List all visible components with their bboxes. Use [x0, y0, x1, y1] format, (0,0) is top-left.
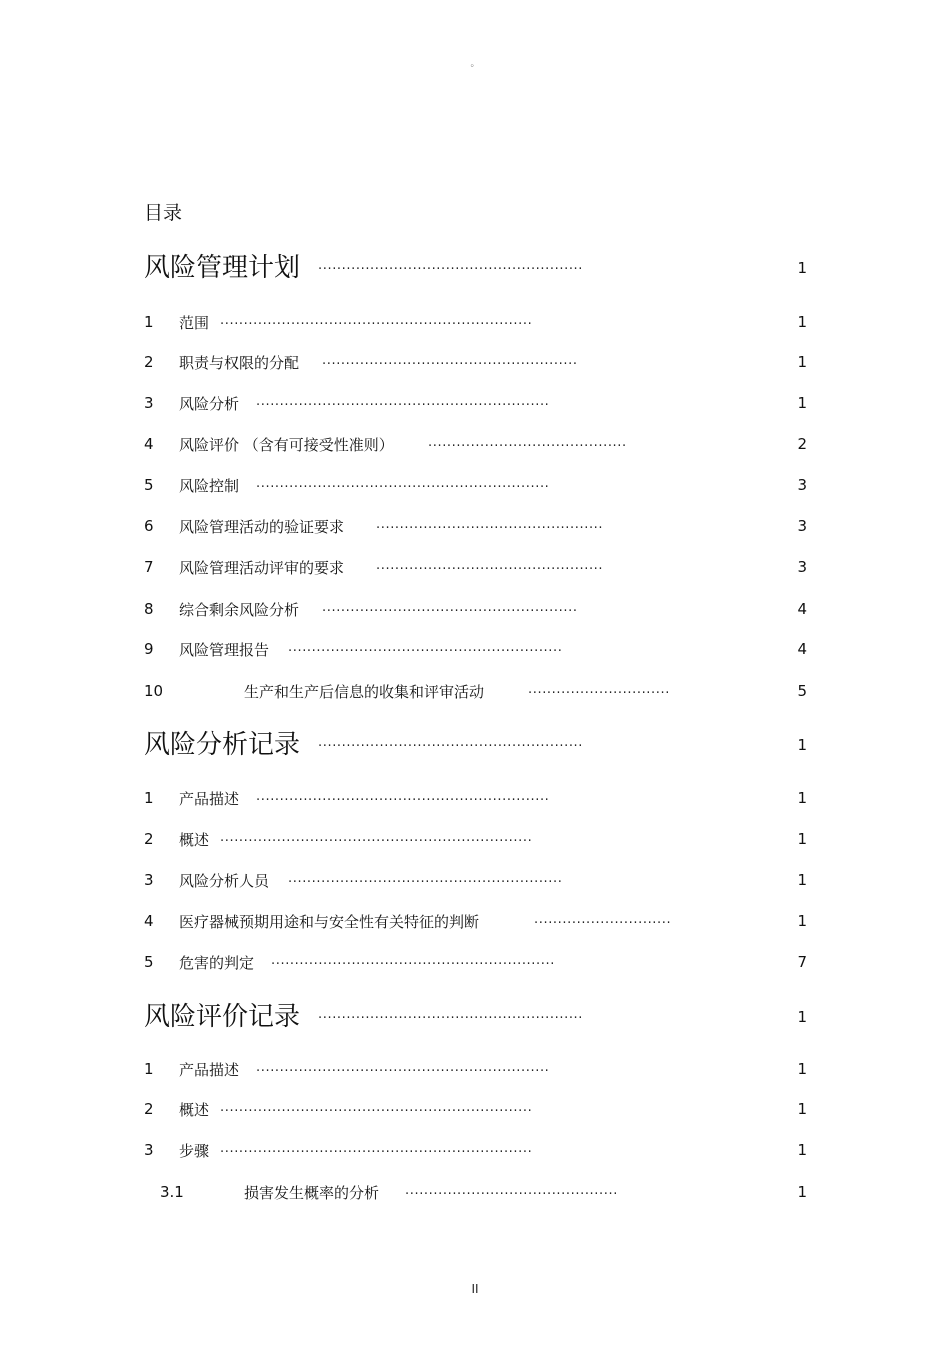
- toc-page-number: 1: [797, 259, 807, 277]
- page-footer-number: II: [471, 1282, 479, 1296]
- toc-leader-dots: ..............................................................: [256, 476, 550, 491]
- toc-entry[interactable]: [144, 865, 807, 893]
- toc-leader-dots: ..................................................................: [220, 830, 533, 845]
- toc-entry[interactable]: [144, 511, 807, 539]
- toc-entry[interactable]: [144, 906, 807, 934]
- toc-page-number: 1: [797, 736, 807, 754]
- toc-page-number: 1: [797, 830, 807, 848]
- toc-page-number: 1: [797, 313, 807, 331]
- toc-entry-label: 综合剩余风险分析: [179, 601, 300, 619]
- toc-leader-dots: ......................................................: [322, 600, 578, 615]
- toc-page-number: 1: [797, 1060, 807, 1078]
- toc-page-number: 3: [797, 517, 807, 535]
- toc-entry-label: 风险评价记录: [144, 1002, 301, 1032]
- toc-entry-label: 概述: [179, 1101, 210, 1119]
- toc-entry-number: 8: [144, 600, 154, 618]
- toc-entry-label: 职责与权限的分配: [179, 354, 300, 372]
- toc-leader-dots: ..................................................................: [220, 1141, 533, 1156]
- toc-leader-dots: ................................................: [376, 517, 604, 532]
- toc-entry-label: 产品描述: [179, 790, 240, 808]
- toc-page-number: 4: [797, 600, 807, 618]
- toc-leader-dots: ........................................................: [318, 735, 584, 750]
- toc-leader-dots: ..............................: [528, 682, 670, 697]
- toc-entry-label: 生产和生产后信息的收集和评审活动: [244, 683, 485, 701]
- toc-entry[interactable]: [144, 1135, 807, 1163]
- toc-entry-number: 5: [144, 953, 154, 971]
- toc-entry-number: 1: [144, 789, 154, 807]
- toc-entry-number: 3.1: [160, 1183, 184, 1201]
- toc-page-number: 1: [797, 871, 807, 889]
- toc-leader-dots: .............................: [534, 912, 672, 927]
- toc-page-number: 1: [797, 912, 807, 930]
- toc-page-number: 2: [797, 435, 807, 453]
- toc-section-heading[interactable]: [144, 730, 807, 758]
- toc-page-number: 7: [797, 953, 807, 971]
- toc-section-heading[interactable]: [144, 1002, 807, 1030]
- toc-entry[interactable]: [144, 783, 807, 811]
- toc-entry-label: 风险评价 （含有可接受性准则）: [179, 436, 394, 454]
- toc-page-number: 1: [797, 789, 807, 807]
- toc-entry-label: 风险管理活动评审的要求: [179, 559, 345, 577]
- toc-entry[interactable]: [144, 824, 807, 852]
- toc-entry-number: 9: [144, 640, 154, 658]
- toc-entry-number: 3: [144, 1141, 154, 1159]
- toc-leader-dots: ..............................................................: [256, 394, 550, 409]
- toc-leader-dots: ..................................................................: [220, 313, 533, 328]
- toc-entry-number: 1: [144, 313, 154, 331]
- toc-entry-number: 2: [144, 830, 154, 848]
- toc-leader-dots: ................................................: [376, 558, 604, 573]
- toc-entry-label: 风险管理活动的验证要求: [179, 518, 345, 536]
- toc-page-number: 1: [797, 353, 807, 371]
- toc-entry-number: 5: [144, 476, 154, 494]
- toc-entry-label: 危害的判定: [179, 954, 255, 972]
- toc-page-number: 3: [797, 476, 807, 494]
- toc-entry-label: 风险分析记录: [144, 730, 301, 760]
- toc-entry-label: 损害发生概率的分析: [244, 1184, 380, 1202]
- toc-leader-dots: ..............................................................: [256, 789, 550, 804]
- toc-leader-dots: ..................................................................: [220, 1100, 533, 1115]
- toc-entry[interactable]: [144, 307, 807, 335]
- toc-entry-number: 2: [144, 1100, 154, 1118]
- toc-entry[interactable]: [144, 594, 807, 622]
- toc-page-number: 1: [797, 1008, 807, 1026]
- toc-entry-number: 1: [144, 1060, 154, 1078]
- toc-entry-number: 7: [144, 558, 154, 576]
- toc-entry-label: 风险分析: [179, 395, 240, 413]
- toc-entry-label: 范围: [179, 314, 210, 332]
- toc-entry[interactable]: [144, 1177, 807, 1205]
- toc-leader-dots: ..........................................: [428, 435, 627, 450]
- toc-page-number: 1: [797, 1183, 807, 1201]
- toc-leader-dots: ........................................................: [318, 258, 584, 273]
- toc-entry[interactable]: [144, 1094, 807, 1122]
- toc-entry-label: 产品描述: [179, 1061, 240, 1079]
- toc-entry[interactable]: [144, 429, 807, 457]
- toc-leader-dots: ..........................................................: [288, 871, 563, 886]
- toc-entry[interactable]: [144, 552, 807, 580]
- toc-page-number: 1: [797, 1100, 807, 1118]
- toc-title: 目录: [144, 202, 183, 224]
- toc-entry-number: 4: [144, 435, 154, 453]
- toc-entry-number: 3: [144, 394, 154, 412]
- toc-entry-label: 医疗器械预期用途和与安全性有关特征的判断: [179, 913, 480, 931]
- toc-entry-label: 风险控制: [179, 477, 240, 495]
- toc-page-number: 5: [797, 682, 807, 700]
- toc-entry[interactable]: [144, 347, 807, 375]
- toc-entry-label: 风险管理计划: [144, 253, 301, 283]
- toc-section-heading[interactable]: [144, 253, 807, 281]
- toc-entry-number: 10: [144, 682, 164, 700]
- toc-entry-label: 步骤: [179, 1142, 210, 1160]
- toc-entry[interactable]: [144, 676, 807, 704]
- toc-entry-label: 风险管理报告: [179, 641, 270, 659]
- toc-leader-dots: ..............................................................: [256, 1060, 550, 1075]
- toc-entry-label: 风险分析人员: [179, 872, 270, 890]
- toc-entry-number: 3: [144, 871, 154, 889]
- toc-entry-label: 概述: [179, 831, 210, 849]
- toc-entry-number: 2: [144, 353, 154, 371]
- toc-entry-number: 4: [144, 912, 154, 930]
- header-mark: 。: [470, 59, 480, 69]
- toc-leader-dots: .............................................: [405, 1183, 618, 1198]
- toc-entry[interactable]: [144, 1054, 807, 1082]
- toc-leader-dots: ........................................................: [318, 1007, 584, 1022]
- toc-page-number: 3: [797, 558, 807, 576]
- toc-entry-number: 6: [144, 517, 154, 535]
- toc-leader-dots: ..........................................................: [288, 640, 563, 655]
- toc-page-number: 1: [797, 1141, 807, 1159]
- toc-entry[interactable]: [144, 947, 807, 975]
- toc-entry[interactable]: [144, 634, 807, 662]
- toc-leader-dots: ............................................................: [271, 953, 555, 968]
- toc-page-number: 1: [797, 394, 807, 412]
- toc-leader-dots: ......................................................: [322, 353, 578, 368]
- toc-page-number: 4: [797, 640, 807, 658]
- toc-entry[interactable]: [144, 470, 807, 498]
- toc-entry[interactable]: [144, 388, 807, 416]
